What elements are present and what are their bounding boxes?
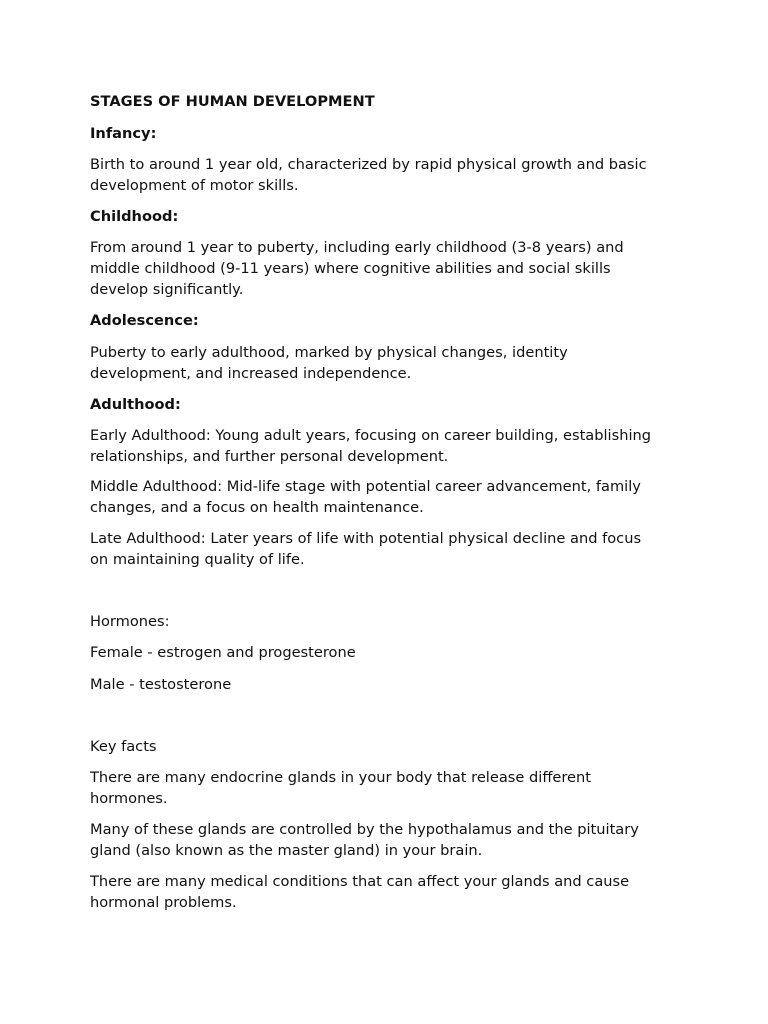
key-fact-text-line: There are many endocrine glands in your body that release different — [90, 769, 591, 786]
key-fact-text-line: gland (also known as the master gland) in your brain. — [90, 842, 483, 859]
key-fact-text-line: hormonal problems. — [90, 894, 237, 911]
childhood-text-line: middle childhood (9-11 years) where cognitive abilities and social skills — [90, 260, 611, 277]
section-heading-childhood: Childhood: — [90, 208, 179, 225]
section-heading-adulthood: Adulthood: — [90, 396, 181, 413]
adolescence-text-line: Puberty to early adulthood, marked by physical changes, identity — [90, 344, 568, 361]
key-fact-text-line: Many of these glands are controlled by the hypothalamus and the pituitary — [90, 821, 639, 838]
early-adulthood-text-line: relationships, and further personal development. — [90, 448, 449, 465]
document-title: STAGES OF HUMAN DEVELOPMENT — [90, 93, 375, 110]
childhood-text-line: From around 1 year to puberty, including early childhood (3-8 years) and — [90, 239, 624, 256]
infancy-text-line: Birth to around 1 year old, characterized by rapid physical growth and basic — [90, 156, 647, 173]
early-adulthood-text-line: Early Adulthood: Young adult years, focusing on career building, establishing — [90, 427, 652, 444]
section-heading-adolescence: Adolescence: — [90, 312, 199, 329]
hormones-female-text: Female - estrogen and progesterone — [90, 644, 356, 661]
section-heading-hormones: Hormones: — [90, 613, 170, 630]
late-adulthood-text-line: on maintaining quality of life. — [90, 551, 305, 568]
middle-adulthood-text-line: changes, and a focus on health maintenance. — [90, 499, 424, 516]
section-heading-key-facts: Key facts — [90, 738, 157, 755]
childhood-text-line: develop significantly. — [90, 281, 244, 298]
adolescence-text-line: development, and increased independence. — [90, 365, 412, 382]
late-adulthood-text-line: Late Adulthood: Later years of life with potential physical decline and focus — [90, 530, 642, 547]
key-fact-text-line: There are many medical conditions that can affect your glands and cause — [90, 873, 630, 890]
middle-adulthood-text-line: Middle Adulthood: Mid-life stage with potential career advancement, family — [90, 478, 641, 495]
infancy-text-line: development of motor skills. — [90, 177, 299, 194]
key-fact-text-line: hormones. — [90, 790, 168, 807]
hormones-male-text: Male - testosterone — [90, 676, 232, 693]
section-heading-infancy: Infancy: — [90, 125, 157, 142]
